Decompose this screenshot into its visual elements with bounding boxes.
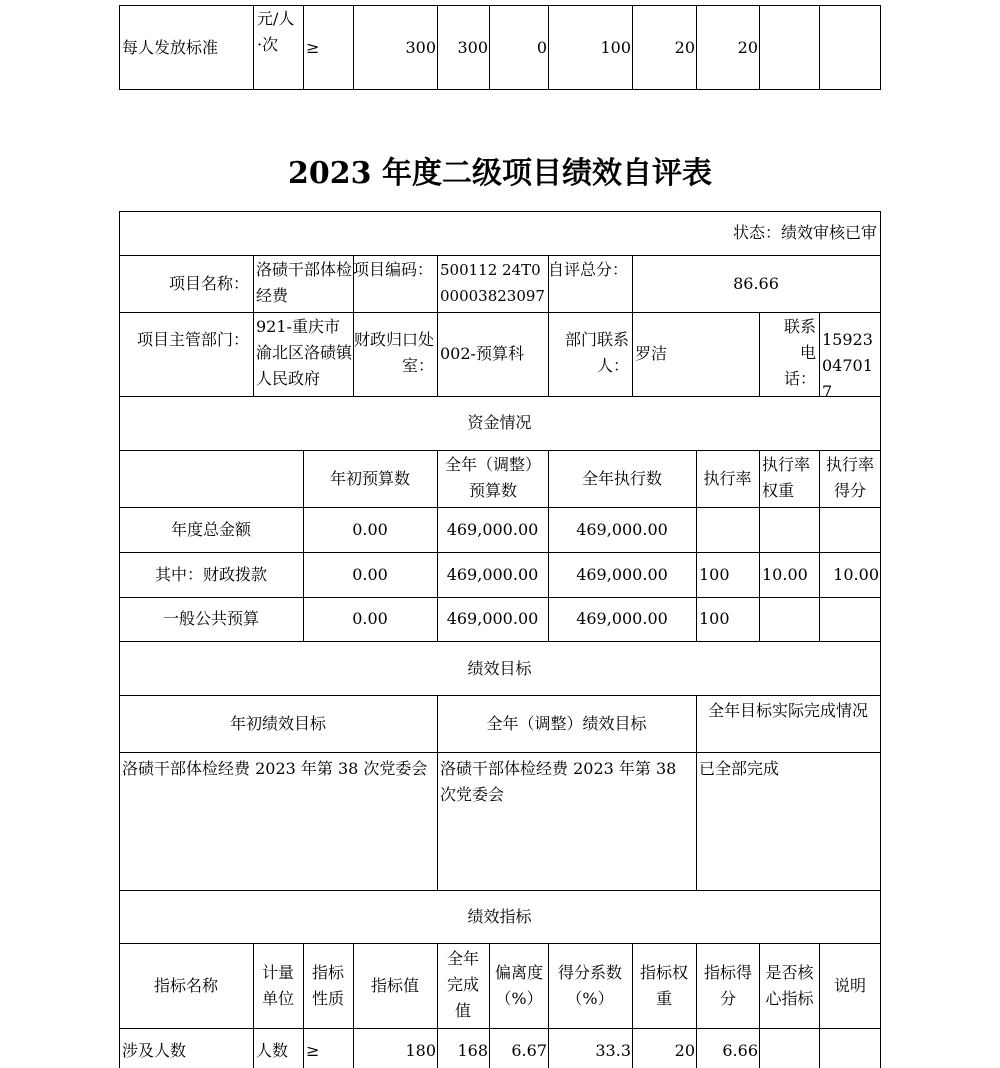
ind-header-core: 是否核心指标	[765, 963, 814, 1008]
funds-header-rate: 执行率	[703, 469, 752, 488]
funds-row-rate: 100	[699, 565, 730, 584]
project-name-label: 项目名称：	[168, 274, 249, 293]
ind-header-note: 说明	[833, 976, 866, 995]
goals-initial-text: 洛碛干部体检经费 2023 年第 38 次党委会	[122, 759, 428, 778]
contact-label: 部门联系人：	[564, 330, 629, 375]
funds-row-adjusted: 469,000.00	[446, 520, 539, 539]
goals-header-completion: 全年目标实际完成情况	[707, 701, 868, 720]
ind-row-coef: 33.3	[595, 1041, 631, 1060]
ind-header-actual: 全年完成值	[446, 949, 479, 1020]
project-name-value: 洛碛干部体检经费	[256, 260, 353, 305]
ind-row-name: 涉及人数	[122, 1041, 187, 1060]
ind-header-score: 指标得分	[703, 963, 752, 1008]
funds-row-executed: 469,000.00	[576, 520, 668, 539]
contact-value: 罗洁	[635, 344, 668, 363]
funds-section-title: 资金情况	[467, 413, 532, 432]
top-row-score: 20	[737, 38, 758, 57]
dept-value: 921-重庆市渝北区洛碛镇人民政府	[256, 317, 353, 388]
funds-row-executed: 469,000.00	[576, 609, 668, 628]
funds-row-label: 其中：财政拨款	[154, 565, 267, 584]
top-row-target: 300	[405, 38, 436, 57]
goals-header-initial: 年初绩效目标	[229, 714, 326, 733]
funds-row-rate: 100	[699, 609, 730, 628]
phone-value: 15923047017	[822, 330, 873, 401]
goals-adjusted-text: 洛碛干部体检经费 2023 年第 38 次党委会	[440, 759, 677, 804]
funds-row-label: 一般公共预算	[162, 609, 259, 628]
goals-section-title: 绩效目标	[467, 659, 532, 678]
funds-row-init: 0.00	[352, 520, 388, 539]
funds-row-adjusted: 469,000.00	[446, 565, 539, 584]
funds-row-label: 年度总金额	[170, 520, 251, 539]
top-row-unit: 元/人·次	[257, 9, 295, 54]
funds-header-executed: 全年执行数	[581, 469, 662, 488]
project-code-value: 500112 24T000003823097	[440, 261, 545, 305]
ind-header-target: 指标值	[370, 976, 419, 995]
phone-label: 联系电话：	[783, 317, 816, 388]
funds-row-executed: 469,000.00	[576, 565, 668, 584]
ind-header-name: 指标名称	[153, 976, 218, 995]
funds-row-init: 0.00	[352, 565, 388, 584]
funds-header-score: 执行率得分	[825, 455, 874, 500]
ind-row-score: 6.66	[722, 1041, 758, 1060]
funds-header-adjusted: 全年（调整）预算数	[445, 455, 542, 500]
top-row-coef: 100	[600, 38, 631, 57]
funds-row-weight: 10.00	[762, 565, 808, 584]
ind-row-deviation: 6.67	[511, 1041, 547, 1060]
project-code-label: 项目编码：	[353, 260, 434, 279]
top-row-weight: 20	[674, 38, 695, 57]
ind-row-weight: 20	[674, 1041, 695, 1060]
ind-row-nature: ≥	[306, 1041, 320, 1060]
funds-row-init: 0.00	[352, 609, 388, 628]
top-row-nature: ≥	[306, 38, 320, 57]
score-value: 86.66	[733, 274, 779, 293]
top-row-name: 每人发放标准	[122, 38, 219, 57]
top-row-actual: 300	[457, 38, 488, 57]
funds-header-weight: 执行率权重	[762, 455, 811, 500]
goals-completion-text: 已全部完成	[699, 759, 780, 778]
score-label: 自评总分：	[548, 260, 629, 279]
ind-header-deviation: 偏离度（%）	[494, 963, 543, 1008]
ind-row-actual: 168	[457, 1041, 488, 1060]
funds-row-score: 10.00	[833, 565, 879, 584]
indicators-section-title: 绩效指标	[467, 907, 532, 926]
funds-row-adjusted: 469,000.00	[446, 609, 539, 628]
page-title: 2023 年度二级项目绩效自评表	[288, 156, 712, 191]
ind-row-target: 180	[405, 1041, 436, 1060]
dept-label: 项目主管部门：	[136, 330, 249, 349]
ind-row-unit: 人数	[256, 1041, 289, 1060]
funds-header-init: 年初预算数	[329, 469, 410, 488]
ind-header-coef: 得分系数（%）	[557, 963, 622, 1008]
finance-value: 002-预算科	[440, 344, 524, 363]
ind-header-unit: 计量单位	[261, 963, 294, 1008]
top-row-deviation: 0	[536, 38, 547, 57]
status-text: 状态：绩效审核已审	[732, 223, 877, 242]
ind-header-nature: 指标性质	[311, 963, 344, 1008]
ind-header-weight: 指标权重	[639, 963, 688, 1008]
goals-header-adjusted: 全年（调整）绩效目标	[486, 714, 647, 733]
finance-label: 财政归口处室：	[353, 330, 434, 375]
